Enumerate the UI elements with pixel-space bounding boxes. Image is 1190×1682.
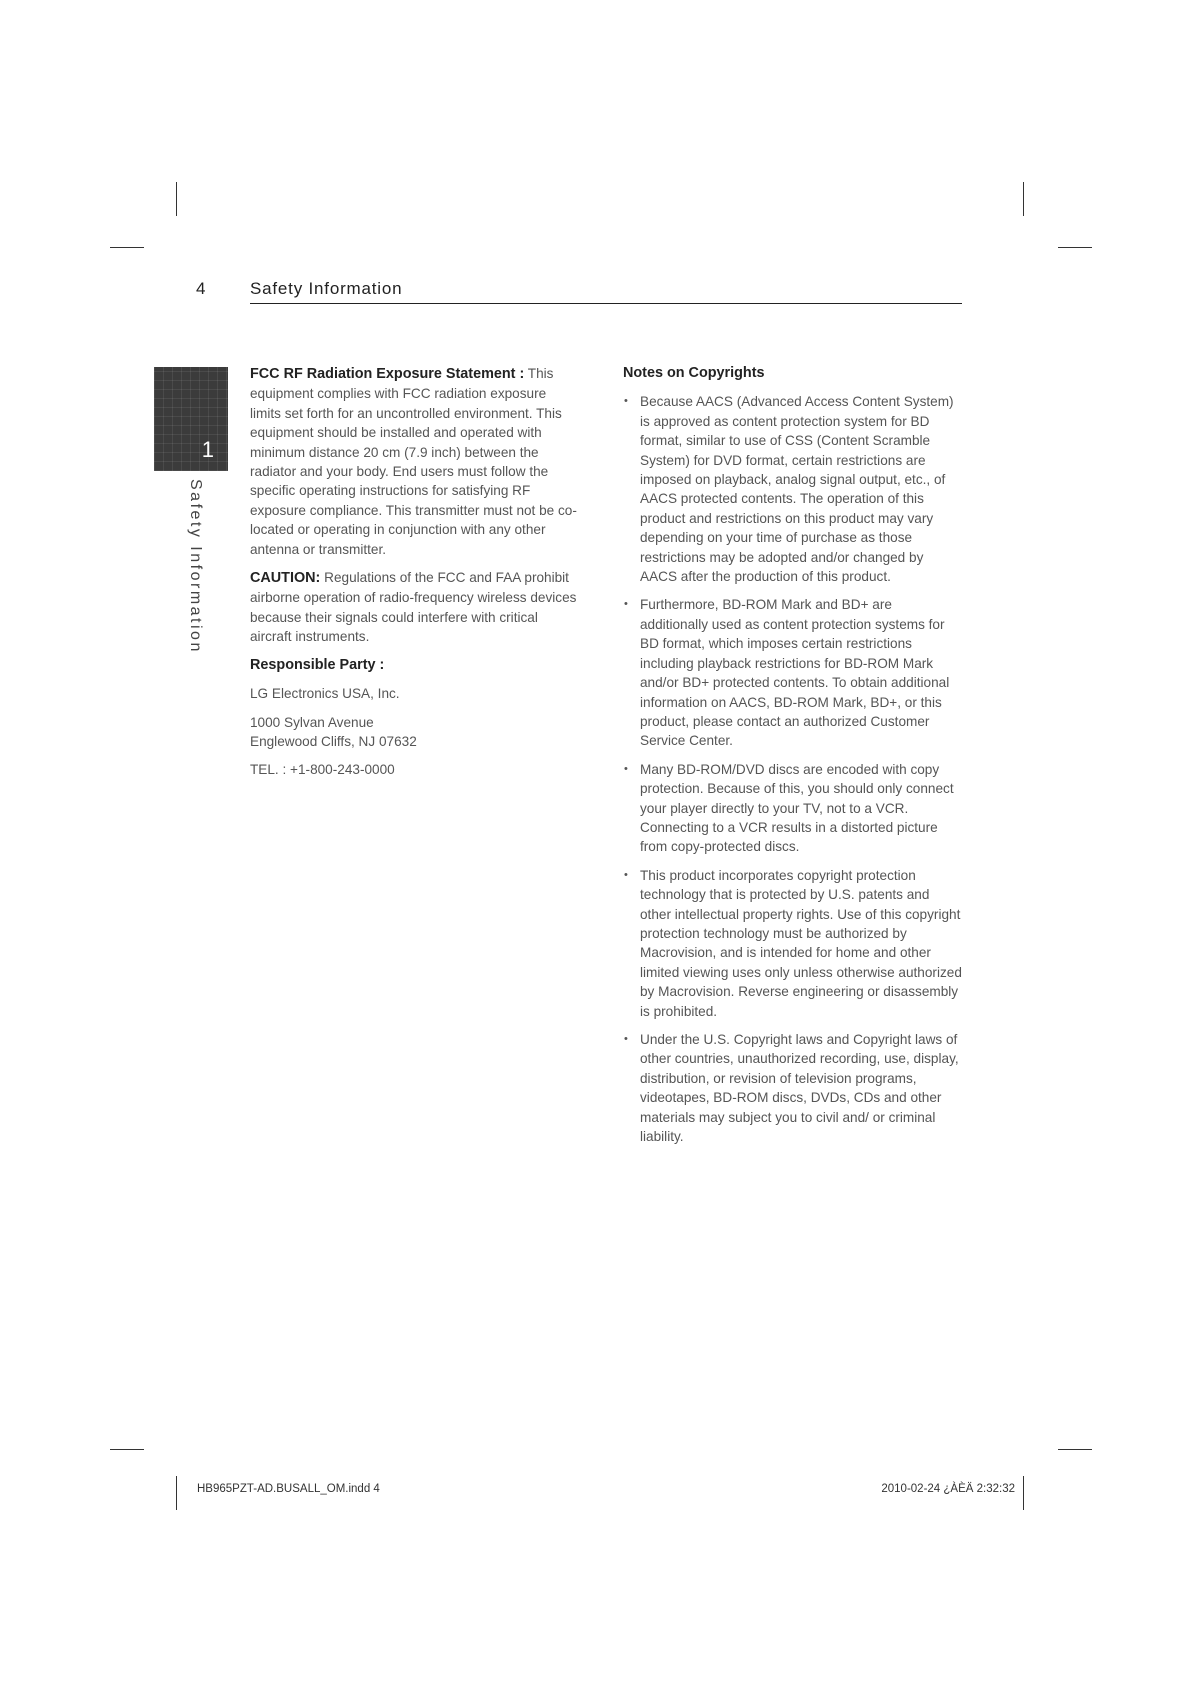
fcc-heading: FCC RF Radiation Exposure Statement : — [250, 366, 525, 382]
crop-mark — [1023, 182, 1024, 216]
list-item: • Under the U.S. Copyright laws and Copyright laws of other countries, unauthorized recording, use, display, distribution, or revision of television programs, videotapes, BD-ROM discs, DVDs, CDs and other materials may subject you to civil and/ or criminal liability. — [623, 1030, 963, 1146]
chapter-number: 1 — [201, 437, 214, 462]
crop-mark — [176, 182, 177, 216]
right-column — [623, 364, 963, 1155]
address-line: Englewood Cliffs, NJ 07632 — [250, 733, 417, 749]
chapter-tab — [154, 367, 228, 471]
fcc-text: This equipment complies with FCC radiation exposure limits set forth for an uncontrolled environment. This equipment should be installed and operated with minimum distance 20 cm (7.9 inch) between the radiator and your body. End users must follow the specific operating instructions for satisfying RF exposure compliance. This transmitter must not be co-located or operating in conjunction with any other antenna or transmitter. — [250, 366, 577, 557]
caution-heading: CAUTION: — [250, 570, 321, 587]
crop-mark — [1023, 1476, 1024, 1510]
copyright-notes-list — [623, 392, 963, 1146]
list-item: • Furthermore, BD-ROM Mark and BD+ are additionally used as content protection systems for BD format, which imposes certain restrictions including playback restrictions for BD-ROM Mark and/or BD+ protected contents. To obtain additional information on AACS, BD-ROM Mark, BD+, or this product, please contact an authorized Customer Service Center. — [623, 595, 963, 750]
left-column — [250, 364, 580, 789]
chapter-label: Safety Information — [187, 479, 204, 654]
responsible-party-heading: Responsible Party : — [250, 656, 385, 673]
fcc-statement — [250, 364, 580, 559]
crop-mark — [1058, 1449, 1092, 1450]
company-name: LG Electronics USA, Inc. — [250, 686, 400, 702]
crop-mark — [1058, 247, 1092, 248]
crop-mark — [110, 1449, 144, 1450]
phone-number: TEL. : +1-800-243-0000 — [250, 762, 395, 778]
copyright-heading: Notes on Copyrights — [623, 365, 765, 381]
header-rule — [250, 303, 962, 304]
list-item: • Many BD-ROM/DVD discs are encoded with copy protection. Because of this, you should only connect your player directly to your TV, not to a VCR. Connecting to a VCR results in a distorted picture from copy-protected discs. — [623, 760, 963, 857]
address — [250, 713, 580, 752]
caution-statement — [250, 568, 580, 647]
crop-mark — [110, 247, 144, 248]
list-item: • This product incorporates copyright protection technology that is protected by U.S. patents and other intellectual property rights. Use of this copyright protection technology must be authorized by Macrovision, and is intended for home and other limited viewing uses only unless otherwise authorized by Macrovision. Reverse engineering or disassembly is prohibited. — [623, 866, 963, 1021]
caution-text: Regulations of the FCC and FAA prohibit airborne operation of radio-frequency wireless devices because their signals could interfere with critical aircraft instruments. — [250, 570, 577, 645]
crop-mark — [176, 1476, 177, 1510]
section-title: Safety Information — [250, 279, 403, 298]
print-slug-filename: HB965PZT-AD.BUSALL_OM.indd 4 — [197, 1483, 380, 1495]
print-slug-timestamp: 2010-02-24 ¿ÀÈÄ 2:32:32 — [881, 1483, 1015, 1495]
address-line: 1000 Sylvan Avenue — [250, 714, 374, 730]
page-number: 4 — [196, 279, 206, 298]
list-item: • Because AACS (Advanced Access Content System) is approved as content protection system for BD format, similar to use of CSS (Content Scramble System) for DVD format, certain restrictions are imposed on playback, analog signal output, etc., of AACS protected contents. The operation of this product and restrictions on this product may vary depending on your time of purchase as those restrictions may be adopted and/or changed by AACS after the production of this product. — [623, 392, 963, 586]
